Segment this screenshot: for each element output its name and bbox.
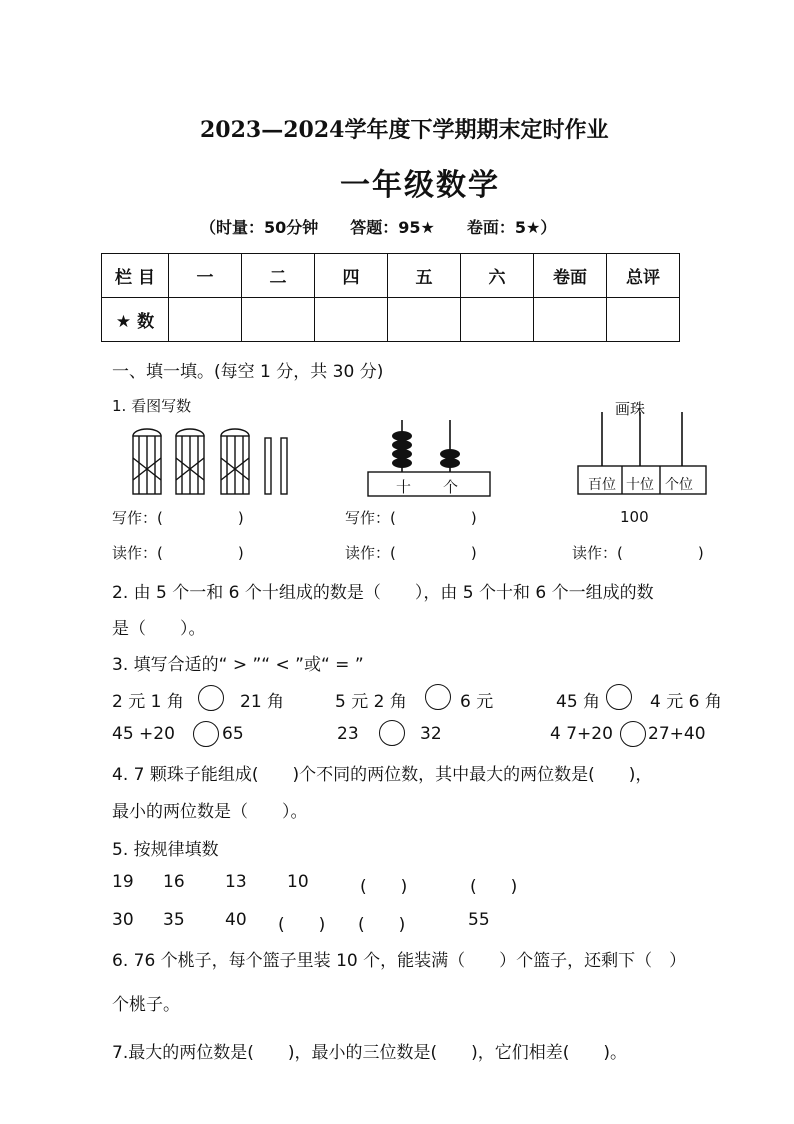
compare-circle[interactable] xyxy=(379,720,405,746)
score-col-header: 总评 xyxy=(607,254,680,298)
sequence-item: 35 xyxy=(163,910,185,930)
compare-left: 45 +20 xyxy=(112,724,175,744)
star-count-label: ★ 数 xyxy=(102,298,169,342)
sequence-item: 16 xyxy=(163,872,185,892)
read-answer-3[interactable]: 读作：( ) xyxy=(572,544,704,562)
sequence-blank[interactable]: ( ) xyxy=(358,915,406,935)
tens-beads xyxy=(392,431,412,468)
score-cell[interactable] xyxy=(461,298,534,342)
score-col-header: 一 xyxy=(169,254,242,298)
score-cell[interactable] xyxy=(388,298,461,342)
sequence-blank[interactable]: ( ) xyxy=(278,915,326,935)
abacus-figure xyxy=(366,418,492,500)
place-label-ones: 个位 xyxy=(665,477,693,493)
q7-line1: 7.最大的两位数是( )，最小的三位数是( )，它们相差( )。 xyxy=(112,1043,628,1063)
score-col-header: 五 xyxy=(388,254,461,298)
read-answer-1[interactable]: 读作：( ) xyxy=(112,544,244,562)
compare-circle[interactable] xyxy=(198,685,224,711)
compare-circle[interactable] xyxy=(425,684,451,710)
score-col-header: 四 xyxy=(315,254,388,298)
subject-title: 一年级数学 xyxy=(340,168,500,203)
score-table-header-row xyxy=(102,254,680,298)
sequence-blank[interactable]: ( ) xyxy=(360,877,408,897)
compare-right: 6 元 xyxy=(460,692,494,712)
stick-bundle xyxy=(221,429,249,494)
single-stick xyxy=(281,438,287,494)
sequence-blank[interactable]: ( ) xyxy=(470,877,518,897)
write-answer-1[interactable]: 写作：( ) xyxy=(112,509,244,527)
compare-left: 23 xyxy=(337,724,359,744)
single-stick xyxy=(265,438,271,494)
score-col-header: 二 xyxy=(242,254,315,298)
write-answer-2[interactable]: 写作：( ) xyxy=(345,509,477,527)
compare-left: 2 元 1 角 xyxy=(112,692,184,712)
abacus-label-ones: 个 xyxy=(443,478,459,496)
compare-right: 21 角 xyxy=(240,692,285,712)
sequence-item: 40 xyxy=(225,910,247,930)
score-cell[interactable] xyxy=(534,298,607,342)
compare-right: 4 元 6 角 xyxy=(650,692,722,712)
draw-beads-label: 画珠 xyxy=(615,400,646,418)
score-cell[interactable] xyxy=(242,298,315,342)
score-cell[interactable] xyxy=(169,298,242,342)
compare-right: 27+40 xyxy=(648,724,706,744)
score-cell[interactable] xyxy=(607,298,680,342)
q1-title: 1. 看图写数 xyxy=(112,397,192,415)
q2-line2: 是（ ）。 xyxy=(112,619,206,639)
compare-circle[interactable] xyxy=(620,721,646,747)
compare-right: 32 xyxy=(420,724,442,744)
q3-title: 3. 填写合适的“ > ”“ < ”或“ = ” xyxy=(112,655,364,675)
sequence-item: 13 xyxy=(225,872,247,892)
compare-left: 5 元 2 角 xyxy=(335,692,407,712)
compare-circle[interactable] xyxy=(606,684,632,710)
stick-bundle xyxy=(176,429,204,494)
sequence-item: 10 xyxy=(287,872,309,892)
sequence-item: 19 xyxy=(112,872,134,892)
score-col-header: 六 xyxy=(461,254,534,298)
compare-circle[interactable] xyxy=(193,721,219,747)
stick-bundle xyxy=(133,429,161,494)
score-table-star-row xyxy=(102,298,680,342)
place-label-hundreds: 百位 xyxy=(588,477,616,493)
score-cell[interactable] xyxy=(315,298,388,342)
sequence-item: 30 xyxy=(112,910,134,930)
section1-title: 一、填一填。(每空 1 分，共 30 分) xyxy=(112,362,384,382)
score-col-header: 卷面 xyxy=(534,254,607,298)
q2-line1: 2. 由 5 个一和 6 个十组成的数是（ ），由 5 个十和 6 个一组成的数 xyxy=(112,583,654,603)
exam-info: （时量：50分钟 答题：95★ 卷面：5★） xyxy=(200,218,557,237)
q4-line1: 4. 7 颗珠子能组成( )个不同的两位数，其中最大的两位数是( )， xyxy=(112,765,653,785)
q6-line2: 个桃子。 xyxy=(112,995,180,1015)
q4-line2: 最小的两位数是（ ）。 xyxy=(112,802,308,822)
compare-right: 65 xyxy=(222,724,244,744)
q6-line1: 6. 76 个桃子，每个篮子里装 10 个，能装满（ ）个篮子，还剩下（ ） xyxy=(112,951,687,971)
q5-title: 5. 按规律填数 xyxy=(112,840,219,860)
sequence-item: 55 xyxy=(468,910,490,930)
place-label-tens: 十位 xyxy=(626,477,654,493)
exam-title: 2023—2024学年度下学期期末定时作业 xyxy=(200,117,609,143)
abacus-label-tens: 十 xyxy=(396,478,412,496)
score-table xyxy=(101,253,680,342)
compare-left: 45 角 xyxy=(556,692,601,712)
stick-bundles-figure xyxy=(130,428,295,498)
score-col-header: 栏 目 xyxy=(102,254,169,298)
ones-beads xyxy=(440,449,460,468)
compare-left: 4 7+20 xyxy=(550,724,613,744)
read-answer-2[interactable]: 读作：( ) xyxy=(345,544,477,562)
place-value-number: 100 xyxy=(620,508,649,526)
